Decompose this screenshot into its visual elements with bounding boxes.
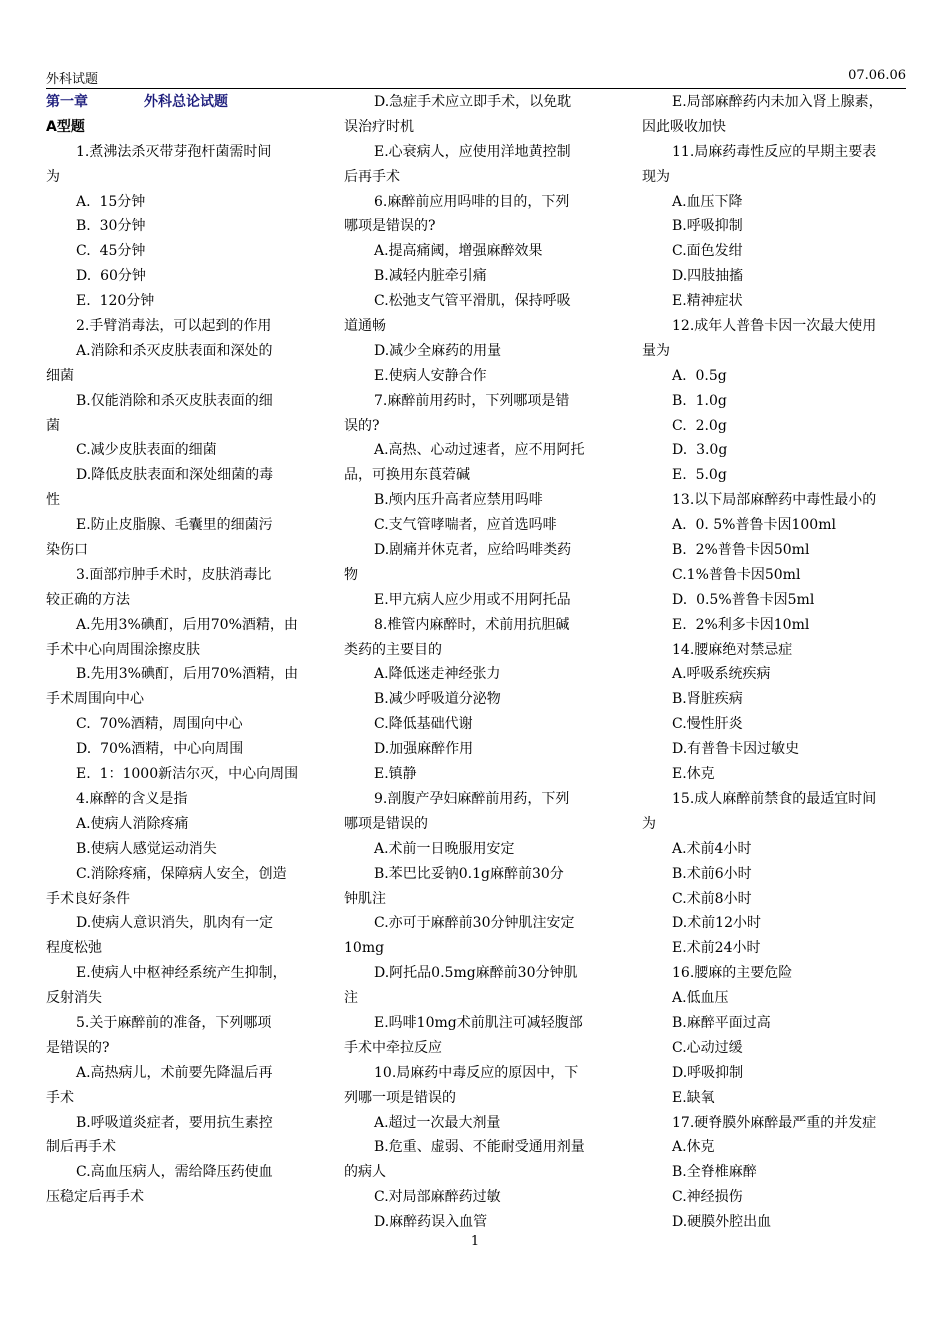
- text-line: 10.局麻药中毒反应的原因中，下: [374, 1064, 579, 1081]
- chapter-number: 第一章: [46, 94, 88, 110]
- text-line: D.使病人意识消失，肌肉有一定: [76, 915, 274, 932]
- text-line: 手术中心向周围涂擦皮肤: [46, 641, 200, 658]
- text-line: 道通畅: [344, 318, 386, 335]
- text-line: 性: [46, 492, 60, 509]
- text-line: 1.煮沸法杀灭带芽孢杆菌需时间: [76, 143, 272, 160]
- text-line: 手术良好条件: [46, 890, 130, 907]
- text-line: A.血压下降: [672, 193, 743, 210]
- text-line: 4.麻醉的含义是指: [76, 790, 188, 807]
- column-1-text: [46, 140, 308, 1210]
- text-line: 物: [344, 566, 358, 583]
- chapter-heading: [46, 90, 308, 115]
- text-line: D.硬膜外腔出血: [672, 1214, 772, 1231]
- text-line: E.使病人安静合作: [374, 367, 487, 384]
- text-line: 较正确的方法: [46, 591, 130, 608]
- text-line: D.急症手术应立即手术，以免耽: [374, 94, 572, 110]
- text-line: A.降低迷走神经张力: [374, 666, 501, 683]
- text-line: 注: [344, 990, 358, 1007]
- text-line: A. 0. 5%普鲁卡因100ml: [672, 517, 836, 534]
- text-line: C.减少皮肤表面的细菌: [76, 442, 217, 459]
- text-line: 列哪一项是错误的: [344, 1089, 456, 1106]
- text-line: E.吗啡10mg术前肌注可减轻腹部: [374, 1014, 583, 1031]
- section-heading: A型题: [46, 118, 85, 135]
- text-line: D.减少全麻药的用量: [374, 342, 502, 359]
- text-line: 9.剖腹产孕妇麻醉前用药，下列: [374, 790, 570, 807]
- text-line: 钟肌注: [344, 890, 386, 907]
- text-line: C.神经损伤: [672, 1189, 743, 1206]
- text-line: 压稳定后再手术: [46, 1189, 144, 1206]
- column-2-text: [344, 90, 606, 1235]
- text-line: 8.椎管内麻醉时，术前用抗胆碱: [374, 616, 570, 633]
- text-line: A.术前4小时: [672, 840, 752, 857]
- text-line: A.使病人消除疼痛: [76, 815, 189, 832]
- text-line: B.先用3%碘酊，后用70%酒精，由: [76, 666, 299, 683]
- text-line: C.心动过缓: [672, 1039, 743, 1056]
- text-line: 13.以下局部麻醉药中毒性最小的: [672, 492, 877, 509]
- text-line: C.面色发绀: [672, 243, 743, 260]
- text-line: D.有普鲁卡因过敏史: [672, 741, 800, 758]
- text-line: 3.面部疖肿手术时，皮肤消毒比: [76, 566, 272, 583]
- text-line: 手术: [46, 1089, 74, 1106]
- text-line: B.苯巴比妥钠0.1g麻醉前30分: [374, 865, 564, 882]
- text-line: 哪项是错误的?: [344, 218, 436, 235]
- text-line: D.麻醉药误入血管: [374, 1214, 488, 1231]
- text-line: 因此吸收加快: [642, 118, 726, 135]
- text-line: 的病人: [344, 1164, 386, 1181]
- text-line: 为: [642, 815, 656, 832]
- text-line: D.剧痛并休克者，应给吗啡类药: [374, 542, 572, 559]
- text-line: C.亦可于麻醉前30分钟肌注安定: [374, 915, 575, 932]
- text-line: C.高血压病人，需给降压药使血: [76, 1164, 273, 1181]
- text-line: 程度松弛: [46, 940, 102, 957]
- text-line: D.加强麻醉作用: [374, 741, 474, 758]
- page-header: [46, 66, 906, 89]
- text-line: 手术中牵拉反应: [344, 1039, 442, 1056]
- text-line: D.降低皮肤表面和深处细菌的毒: [76, 467, 274, 484]
- text-line: A.呼吸系统疾病: [672, 666, 771, 683]
- text-line: A.消除和杀灭皮肤表面和深处的: [76, 342, 273, 359]
- text-line: E.休克: [672, 766, 715, 783]
- text-line: B.术前6小时: [672, 865, 752, 882]
- column-3: [642, 90, 906, 1235]
- text-line: E.术前24小时: [672, 940, 761, 957]
- text-line: A.术前一日晚服用安定: [374, 840, 515, 857]
- text-line: 量为: [642, 342, 670, 359]
- text-line: A.先用3%碘酊，后用70%酒精，由: [76, 616, 298, 633]
- text-line: 哪项是错误的: [344, 815, 428, 832]
- text-line: 菌: [46, 417, 60, 434]
- text-line: D. 3.0g: [672, 442, 728, 459]
- text-line: B.呼吸抑制: [672, 218, 743, 235]
- text-line: D.术前12小时: [672, 915, 761, 932]
- text-line: E.镇静: [374, 766, 417, 783]
- text-line: 染伤口: [46, 542, 88, 559]
- column-1: [46, 90, 308, 1210]
- text-line: B.肾脏疾病: [672, 691, 743, 708]
- text-line: 16.腰麻的主要危险: [672, 965, 793, 982]
- text-line: B. 30分钟: [76, 218, 146, 235]
- text-line: B. 2%普鲁卡因50ml: [672, 542, 810, 559]
- text-line: C.松弛支气管平滑肌，保持呼吸: [374, 293, 571, 310]
- text-line: C. 2.0g: [672, 417, 727, 434]
- text-line: E. 5.0g: [672, 467, 727, 484]
- text-line: 17.硬脊膜外麻醉最严重的并发症: [672, 1114, 877, 1131]
- text-line: C.慢性肝炎: [672, 716, 743, 733]
- text-line: D. 0.5%普鲁卡因5ml: [672, 591, 815, 608]
- text-line: B.使病人感觉运动消失: [76, 840, 217, 857]
- text-line: E. 2%利多卡因10ml: [672, 616, 810, 633]
- text-line: C.支气管哮喘者，应首选吗啡: [374, 517, 557, 534]
- text-line: 6.麻醉前应用吗啡的目的，下列: [374, 193, 570, 210]
- text-line: 后再手术: [344, 168, 400, 185]
- text-line: A.提高痛阈，增强麻醉效果: [374, 243, 543, 260]
- text-line: 7.麻醉前用药时，下列哪项是错: [374, 392, 570, 409]
- text-line: 15.成人麻醉前禁食的最适宜时间: [672, 790, 877, 807]
- text-line: C.对局部麻醉药过敏: [374, 1189, 501, 1206]
- text-line: C.术前8小时: [672, 890, 752, 907]
- text-line: B.危重、虚弱、不能耐受通用剂量: [374, 1139, 585, 1156]
- text-line: 5.关于麻醉前的准备，下列哪项: [76, 1014, 272, 1031]
- text-line: A.高热、心动过速者，应不用阿托: [374, 442, 585, 459]
- text-line: A.高热病儿，术前要先降温后再: [76, 1064, 273, 1081]
- text-line: D.阿托品0.5mg麻醉前30分钟肌: [374, 965, 578, 982]
- text-line: B.减少呼吸道分泌物: [374, 691, 501, 708]
- page-number: 1: [470, 1234, 480, 1249]
- text-line: B. 1.0g: [672, 392, 727, 409]
- text-line: D.四肢抽搐: [672, 268, 744, 285]
- text-line: A.低血压: [672, 990, 729, 1007]
- text-line: 2.手臂消毒法，可以起到的作用: [76, 318, 272, 335]
- text-line: C. 45分钟: [76, 243, 146, 260]
- text-line: 制后再手术: [46, 1139, 116, 1156]
- text-line: C.1%普鲁卡因50ml: [672, 566, 801, 583]
- text-line: 是错误的?: [46, 1039, 110, 1056]
- text-line: 14.腰麻绝对禁忌症: [672, 641, 793, 658]
- text-line: D. 70%酒精，中心向周围: [76, 741, 244, 758]
- chapter-title: 外科总论试题: [144, 94, 228, 110]
- text-line: E.局部麻醉药内未加入肾上腺素，: [672, 94, 883, 110]
- text-line: A.超过一次最大剂量: [374, 1114, 501, 1131]
- text-line: B.全脊椎麻醉: [672, 1164, 757, 1181]
- text-line: E. 1：1000新洁尔灭，中心向周围: [76, 766, 299, 783]
- text-line: E.心衰病人，应使用洋地黄控制: [374, 143, 571, 160]
- text-line: 误的?: [344, 417, 380, 434]
- text-line: C.降低基础代谢: [374, 716, 473, 733]
- text-line: A. 0.5g: [672, 367, 727, 384]
- text-line: A.休克: [672, 1139, 715, 1156]
- text-line: 11.局麻药毒性反应的早期主要表: [672, 143, 877, 160]
- text-line: B.麻醉平面过高: [672, 1014, 771, 1031]
- text-line: 类药的主要目的: [344, 641, 442, 658]
- text-line: 10mg: [344, 940, 385, 957]
- text-line: D.呼吸抑制: [672, 1064, 744, 1081]
- text-line: 细菌: [46, 367, 74, 384]
- text-line: 为: [46, 168, 60, 185]
- text-line: E.防止皮脂腺、毛囊里的细菌污: [76, 517, 273, 534]
- header-date: 07.06.06: [848, 68, 906, 83]
- text-line: C. 70%酒精，周围向中心: [76, 716, 243, 733]
- text-line: 品，可换用东莨菪碱: [344, 467, 470, 484]
- text-line: 反射消失: [46, 990, 102, 1007]
- text-line: A. 15分钟: [76, 193, 146, 210]
- text-line: B.颅内压升高者应禁用吗啡: [374, 492, 543, 509]
- text-line: B.减轻内脏牵引痛: [374, 268, 487, 285]
- text-line: C.消除疼痛，保障病人安全，创造: [76, 865, 287, 882]
- text-line: 误治疗时机: [344, 118, 414, 135]
- text-line: D. 60分钟: [76, 268, 146, 285]
- text-line: 12.成年人普鲁卡因一次最大使用: [672, 318, 877, 335]
- text-line: E.精神症状: [672, 293, 743, 310]
- text-line: E. 120分钟: [76, 293, 155, 310]
- text-line: B.仅能消除和杀灭皮肤表面的细: [76, 392, 273, 409]
- text-line: 手术周围向中心: [46, 691, 144, 708]
- column-3-text: [642, 90, 906, 1235]
- text-line: 现为: [642, 168, 670, 185]
- column-2: [344, 90, 606, 1235]
- text-line: E.缺氧: [672, 1089, 715, 1106]
- text-line: E.甲亢病人应少用或不用阿托品: [374, 591, 571, 608]
- header-title: 外科试题: [46, 72, 99, 87]
- text-line: B.呼吸道炎症者，要用抗生素控: [76, 1114, 273, 1131]
- text-line: E.使病人中枢神经系统产生抑制，: [76, 965, 287, 982]
